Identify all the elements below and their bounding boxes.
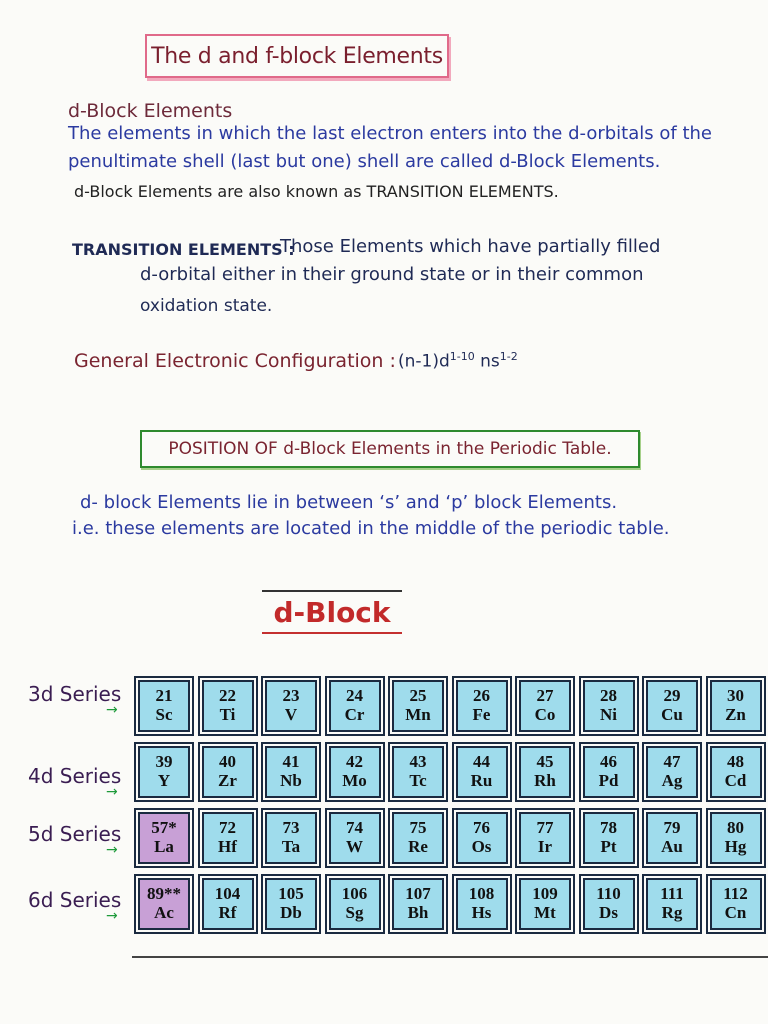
gec-base-2: ns <box>474 351 500 372</box>
atomic-number: 112 <box>723 884 748 904</box>
atomic-number: 27 <box>536 686 554 706</box>
gec-exp-1: 1-10 <box>449 350 475 363</box>
element-cell-Bh <box>392 878 444 930</box>
atomic-number: 104 <box>214 884 241 904</box>
element-cell-Ds <box>583 878 635 930</box>
element-cell-Hf <box>202 812 254 864</box>
element-cell-Sg <box>329 878 381 930</box>
element-symbol: Mn <box>405 705 431 724</box>
atomic-number: 28 <box>600 686 617 706</box>
element-symbol: Co <box>534 705 556 724</box>
definition-line-1: The elements in which the last electron enters into the d-orbitals of the <box>68 123 712 144</box>
position-heading-box <box>140 430 640 468</box>
element-cell-Mt <box>519 878 571 930</box>
element-cell-Zn <box>710 680 762 732</box>
element-symbol: Ni <box>600 705 617 724</box>
element-symbol: Ru <box>470 771 493 790</box>
element-cell-Ni <box>583 680 635 732</box>
atomic-number: 80 <box>727 818 744 838</box>
element-symbol: Ac <box>154 903 174 922</box>
element-cell-Nb <box>265 746 317 798</box>
element-symbol: Pt <box>600 837 617 856</box>
atomic-number: 26 <box>473 686 490 706</box>
element-cell-Mn <box>392 680 444 732</box>
definition-line-2: penultimate shell (last but one) shell are called d-Block Elements. <box>68 151 661 172</box>
element-cell-Zr <box>202 746 254 798</box>
element-symbol: Os <box>471 837 492 856</box>
element-cell-Mo <box>329 746 381 798</box>
element-cell-Co <box>519 680 571 732</box>
element-symbol: Db <box>280 903 302 922</box>
atomic-number: 57* <box>151 818 177 838</box>
element-cell-Fe <box>456 680 508 732</box>
atomic-number: 45 <box>536 752 554 772</box>
element-symbol: Bh <box>407 903 429 922</box>
arrow-right-icon: → <box>106 784 118 800</box>
element-cell-W <box>329 812 381 864</box>
atomic-number: 25 <box>409 686 427 706</box>
atomic-number: 21 <box>155 686 173 706</box>
atomic-number: 23 <box>282 686 300 706</box>
element-symbol: Rg <box>661 903 683 922</box>
element-cell-Au <box>646 812 698 864</box>
element-symbol: Ir <box>537 837 553 856</box>
atomic-number: 106 <box>341 884 368 904</box>
atomic-number: 74 <box>346 818 363 838</box>
atomic-number: 46 <box>600 752 617 772</box>
arrow-right-icon: → <box>106 908 118 924</box>
arrow-right-icon: → <box>106 702 118 718</box>
atomic-number: 79 <box>663 818 681 838</box>
position-line-2: i.e. these elements are located in the middle of the periodic table. <box>72 518 670 539</box>
title-box <box>145 34 449 78</box>
gec-exp-2: 1-2 <box>499 350 518 363</box>
element-symbol: Hf <box>218 837 237 856</box>
atomic-number: 72 <box>219 818 236 838</box>
element-symbol: Mo <box>342 771 367 790</box>
element-cell-Rf <box>202 878 254 930</box>
position-heading: POSITION OF d-Block Elements in the Periodic Table. <box>168 439 612 459</box>
element-cell-Ac <box>138 878 190 930</box>
element-cell-Re <box>392 812 444 864</box>
block-title-box <box>262 590 402 634</box>
atomic-number: 77 <box>536 818 554 838</box>
block-title: d-Block <box>273 595 391 629</box>
arrow-right-icon: → <box>106 842 118 858</box>
element-symbol: Fe <box>472 705 491 724</box>
atomic-number: 73 <box>282 818 300 838</box>
element-cell-Ru <box>456 746 508 798</box>
element-cell-Ti <box>202 680 254 732</box>
element-symbol: Pd <box>598 771 619 790</box>
element-cell-Rh <box>519 746 571 798</box>
atomic-number: 40 <box>219 752 236 772</box>
atomic-number: 29 <box>663 686 681 706</box>
transition-line-1: Those Elements which have partially filled <box>280 236 661 257</box>
element-symbol: Mt <box>534 903 556 922</box>
element-cell-Y <box>138 746 190 798</box>
atomic-number: 39 <box>155 752 173 772</box>
transition-label: TRANSITION ELEMENTS : <box>72 240 295 259</box>
atomic-number: 44 <box>473 752 490 772</box>
element-symbol: Tc <box>409 771 427 790</box>
atomic-number: 42 <box>346 752 363 772</box>
alt-name-line: d-Block Elements are also known as TRANSITION ELEMENTS. <box>74 182 559 201</box>
element-cell-Pd <box>583 746 635 798</box>
element-cell-Rg <box>646 878 698 930</box>
series-label-5d: 5d Series <box>28 822 122 846</box>
element-cell-Db <box>265 878 317 930</box>
element-cell-Os <box>456 812 508 864</box>
dblock-heading: d-Block Elements <box>68 100 233 122</box>
element-symbol: Cd <box>724 771 747 790</box>
element-cell-Sc <box>138 680 190 732</box>
element-symbol: Sg <box>345 903 364 922</box>
atomic-number: 76 <box>473 818 490 838</box>
atomic-number: 110 <box>596 884 621 904</box>
atomic-number: 107 <box>405 884 431 904</box>
element-symbol: Y <box>157 771 171 790</box>
element-symbol: Zr <box>218 771 237 790</box>
element-cell-Cr <box>329 680 381 732</box>
gec-label: General Electronic Configuration : <box>74 350 396 372</box>
element-symbol: Cn <box>724 903 747 922</box>
atomic-number: 108 <box>468 884 495 904</box>
series-label-4d: 4d Series <box>28 764 122 788</box>
divider <box>132 956 768 958</box>
element-cell-Cd <box>710 746 762 798</box>
atomic-number: 41 <box>282 752 300 772</box>
element-symbol: La <box>154 837 174 856</box>
element-symbol: Nb <box>280 771 302 790</box>
element-symbol: Ag <box>661 771 683 790</box>
transition-line-3: oxidation state. <box>140 296 273 316</box>
atomic-number: 111 <box>660 884 684 904</box>
atomic-number: 105 <box>278 884 304 904</box>
atomic-number: 78 <box>600 818 617 838</box>
element-symbol: Ta <box>281 837 301 856</box>
element-cell-Ag <box>646 746 698 798</box>
element-cell-V <box>265 680 317 732</box>
element-symbol: Cu <box>661 705 683 724</box>
transition-line-2: d-orbital either in their ground state or in their common <box>140 264 644 285</box>
element-symbol: Hs <box>471 903 492 922</box>
element-symbol: Rh <box>534 771 556 790</box>
atomic-number: 109 <box>532 884 558 904</box>
element-symbol: Rf <box>218 903 237 922</box>
atomic-number: 43 <box>409 752 427 772</box>
element-symbol: W <box>346 837 363 856</box>
element-cell-Cn <box>710 878 762 930</box>
element-symbol: Ti <box>219 705 236 724</box>
atomic-number: 47 <box>663 752 681 772</box>
page-title: The d and f-block Elements <box>151 43 443 69</box>
element-cell-Hs <box>456 878 508 930</box>
position-line-1: d- block Elements lie in between ‘s’ and ‘p’ block Elements. <box>80 492 618 513</box>
element-symbol: Re <box>408 837 428 856</box>
element-cell-Ir <box>519 812 571 864</box>
element-cell-Tc <box>392 746 444 798</box>
series-label-3d: 3d Series <box>28 682 122 706</box>
element-symbol: Zn <box>725 705 746 724</box>
gec-formula <box>398 350 518 372</box>
atomic-number: 89** <box>147 884 181 904</box>
element-symbol: Ds <box>599 903 618 922</box>
element-symbol: Cr <box>344 705 365 724</box>
element-cell-La <box>138 812 190 864</box>
atomic-number: 30 <box>727 686 744 706</box>
element-cell-Hg <box>710 812 762 864</box>
element-cell-Cu <box>646 680 698 732</box>
atomic-number: 22 <box>219 686 236 706</box>
atomic-number: 75 <box>409 818 427 838</box>
element-cell-Pt <box>583 812 635 864</box>
gec-base-1: (n-1)d <box>398 351 450 372</box>
element-cell-Ta <box>265 812 317 864</box>
atomic-number: 24 <box>346 686 363 706</box>
element-symbol: Hg <box>724 837 747 856</box>
series-label-6d: 6d Series <box>28 888 122 912</box>
atomic-number: 48 <box>727 752 744 772</box>
element-symbol: V <box>284 705 298 724</box>
element-symbol: Au <box>661 837 683 856</box>
element-symbol: Sc <box>155 705 173 724</box>
